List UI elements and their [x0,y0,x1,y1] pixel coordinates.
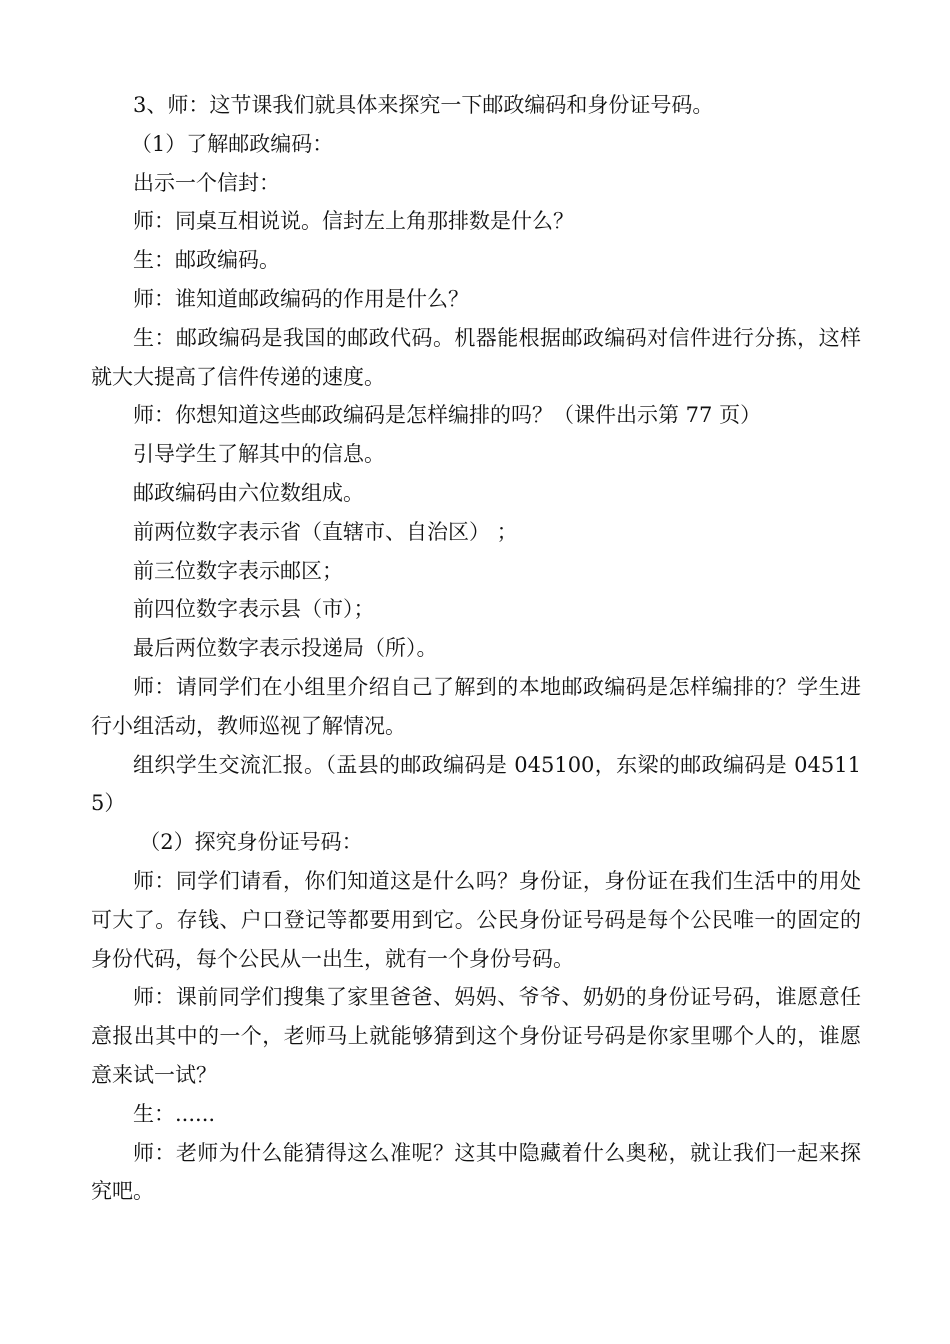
paragraph-last-two-digits: 最后两位数字表示投递局（所）。 [133,636,438,661]
paragraph-teacher-question-2: 师：谁知道邮政编码的作用是什么？ [133,286,469,311]
paragraph-student-ellipsis: 生：...... [133,1101,216,1126]
paragraph-explore-secret: 师：老师为什么能猜得这么准呢？这其中隐藏着什么奥秘，就让我们一起来探究吧。 [91,1140,861,1204]
paragraph-id-card-intro: 师：同学们请看，你们知道这是什么吗？身份证，身份证在我们生活中的用处可大了。存钱、户口登记等都要用到它。公民身份证号码是每个公民唯一的固定的身份代码，每个公民从一出生，就有一个身份号码。 [91,868,861,971]
paragraph-first-four-digits: 前四位数字表示县（市）； [133,597,375,622]
paragraph-intro: 3、师：这节课我们就具体来探究一下邮政编码和身份证号码。 [133,93,714,117]
paragraph-six-digits: 邮政编码由六位数组成。 [133,480,364,505]
paragraph-show-envelope: 出示一个信封： [133,170,280,195]
paragraph-first-two-digits: 前两位数字表示省（直辖市、自治区） ； [133,519,518,544]
heading-postal-code: （1）了解邮政编码： [130,131,334,156]
paragraph-teacher-question-1: 师：同桌互相说说。信封左上角那排数是什么？ [133,209,574,234]
paragraph-teacher-question-3: 师：你想知道这些邮政编码是怎样编排的吗？（课件出示第 77 页） [133,403,762,428]
paragraph-guide-students: 引导学生了解其中的信息。 [133,442,385,467]
document-page [91,86,861,1211]
heading-id-number: （2）探究身份证号码： [139,830,363,855]
paragraph-student-answer-1: 生：邮政编码。 [133,248,280,273]
paragraph-guess-game: 师：课前同学们搜集了家里爸爸、妈妈、爷爷、奶奶的身份证号码，谁愿意任意报出其中的一个，老师马上就能够猜到这个身份证号码是你家里哪个人的，谁愿意来试一试？ [91,985,861,1087]
paragraph-group-activity: 师：请同学们在小组里介绍自己了解到的本地邮政编码是怎样编排的？学生进行小组活动，教师巡视了解情况。 [91,674,861,738]
paragraph-report: 组织学生交流汇报。（盂县的邮政编码是 045100，东梁的邮政编码是 045115） [91,752,861,816]
paragraph-student-answer-2: 生：邮政编码是我国的邮政代码。机器能根据邮政编码对信件进行分拣，这样就大大提高了信件传递的速度。 [91,325,861,389]
paragraph-first-three-digits: 前三位数字表示邮区； [133,558,343,583]
